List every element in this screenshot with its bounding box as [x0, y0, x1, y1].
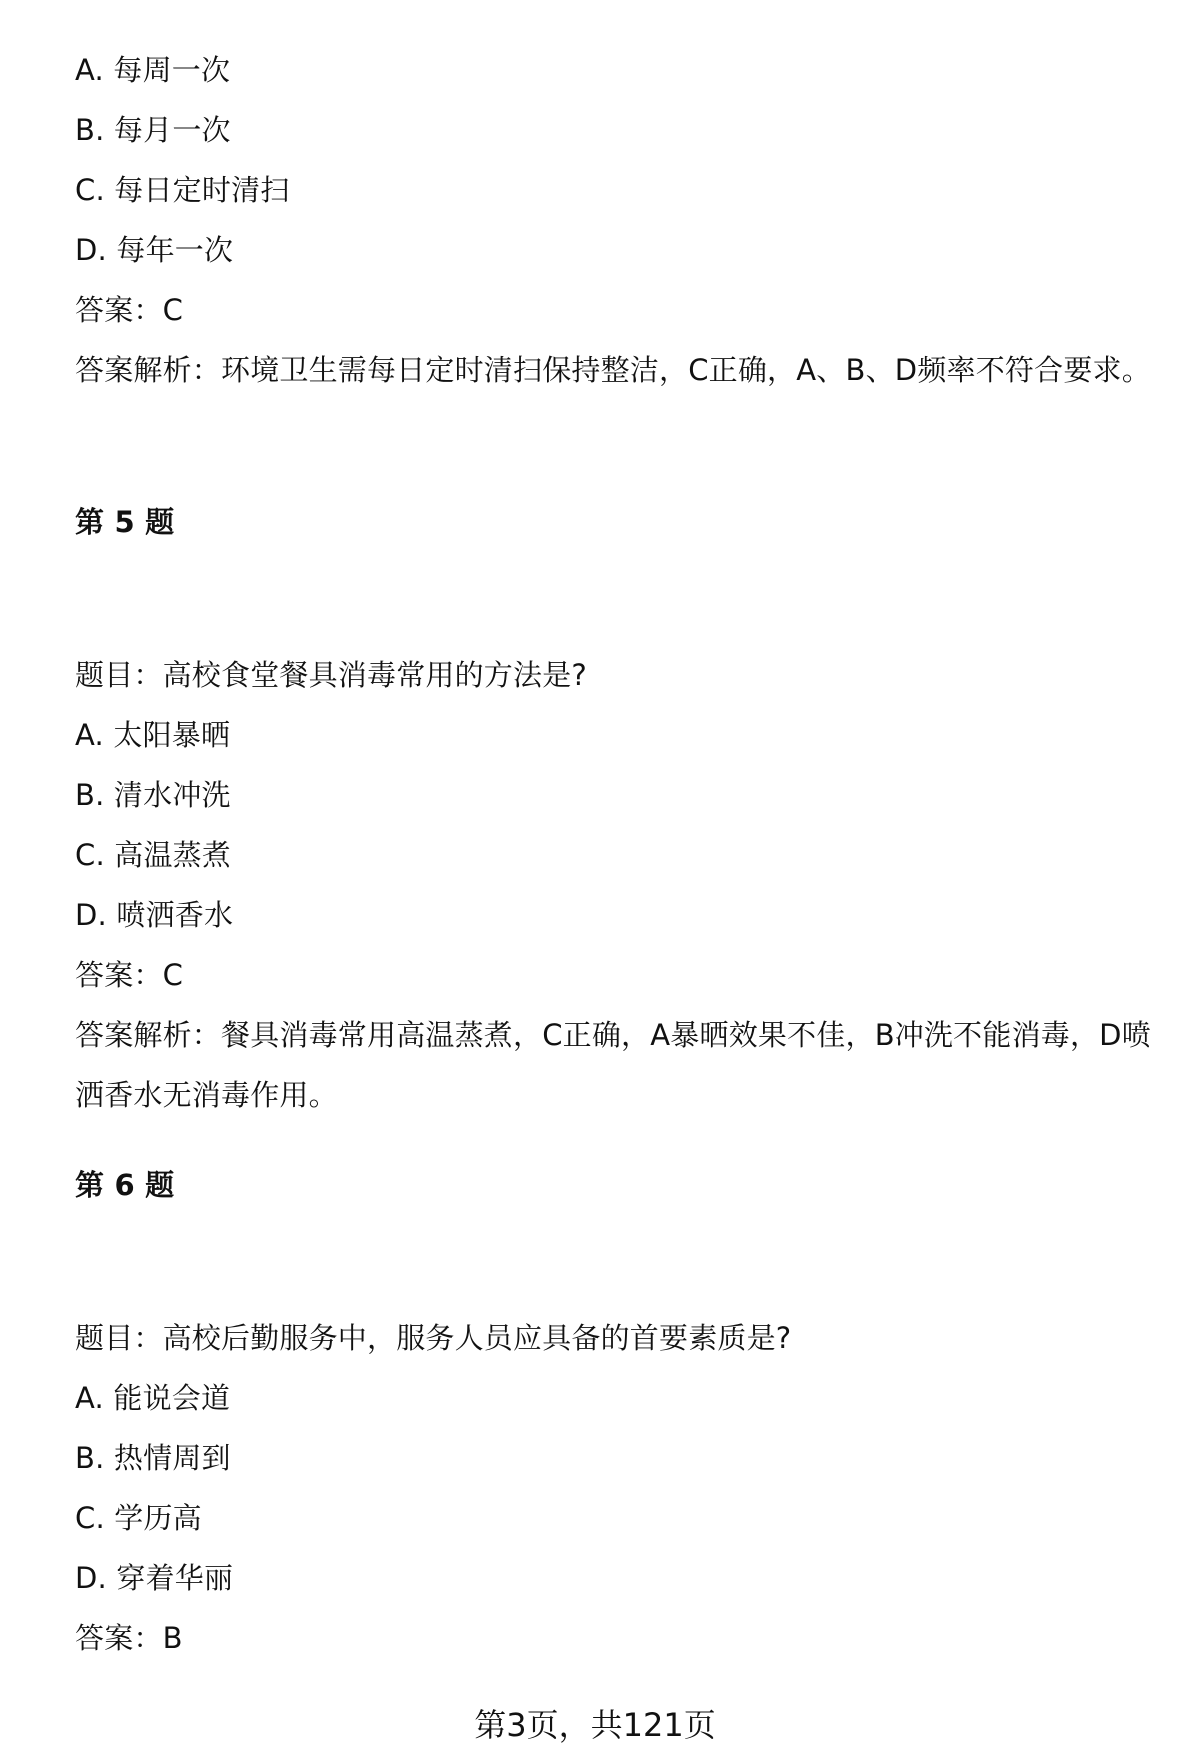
q5-question: 题目：高校食堂餐具消毒常用的方法是?: [75, 658, 587, 692]
q4-answer: 答案：C: [75, 293, 184, 327]
q6-option-a: A. 能说会道: [75, 1381, 231, 1415]
q6-option-c: C. 学历高: [75, 1501, 202, 1535]
q6-question: 题目：高校后勤服务中，服务人员应具备的首要素质是?: [75, 1321, 792, 1355]
q4-option-d: D. 每年一次: [75, 233, 234, 267]
q5-option-b: B. 清水冲洗: [75, 778, 231, 812]
q6-option-d: D. 穿着华丽: [75, 1561, 234, 1595]
q5-option-a: A. 太阳暴晒: [75, 718, 231, 752]
q5-explanation: 答案解析：餐具消毒常用高温蒸煮，C正确，A暴晒效果不佳，B冲洗不能消毒，D喷洒香水无消毒作用。: [75, 1018, 1151, 1112]
q4-option-c: C. 每日定时清扫: [75, 173, 290, 207]
q6-option-b: B. 热情周到: [75, 1441, 231, 1475]
q6-heading: 第 6 题: [75, 1168, 175, 1202]
q6-answer: 答案：B: [75, 1621, 183, 1655]
page-footer: 第3页，共121页: [474, 1706, 716, 1744]
q5-option-d: D. 喷洒香水: [75, 898, 234, 932]
q5-option-c: C. 高温蒸煮: [75, 838, 232, 872]
q5-heading: 第 5 题: [75, 505, 175, 539]
q4-option-b: B. 每月一次: [75, 113, 231, 147]
q5-answer: 答案：C: [75, 958, 184, 992]
q4-option-a: A. 每周一次: [75, 53, 231, 87]
q4-explanation: 答案解析：环境卫生需每日定时清扫保持整洁，C正确，A、B、D频率不符合要求。: [75, 353, 1151, 387]
